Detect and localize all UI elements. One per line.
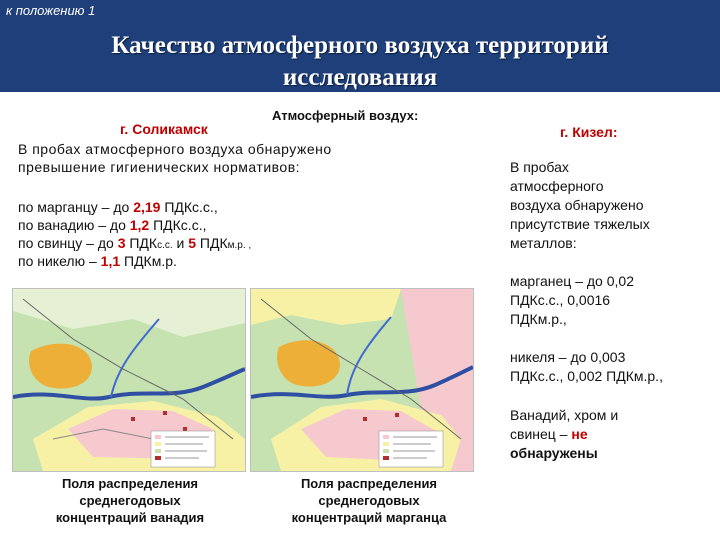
map-marker xyxy=(395,413,399,417)
section-subtitle: Атмосферный воздух: xyxy=(272,108,419,123)
title-line-2: исследования xyxy=(282,64,438,91)
manganese-line: по марганцу – до 2,19 ПДКс.с., xyxy=(18,199,218,215)
vanadium-map xyxy=(12,288,246,472)
kizel-nickel: никеля – до 0,003 ПДКс.с., 0,002 ПДКм.р., xyxy=(510,349,663,384)
solikamsk-intro-line-2: превышение гигиенических нормативов: xyxy=(18,159,301,175)
caption-manganese-map: Поля распределения среднегодовых концентраций марганца xyxy=(291,476,447,525)
page-title xyxy=(40,30,680,94)
city-kizel: г. Кизел: xyxy=(560,124,618,140)
legend-swatch xyxy=(155,456,161,460)
legend-swatch xyxy=(383,442,389,446)
legend-swatch xyxy=(383,456,389,460)
lead-line: по свинцу – до 3 ПДКс.с. и 5 ПДКм.р. , xyxy=(18,235,252,251)
legend-swatch xyxy=(383,449,389,453)
kizel-intro: В пробах атмосферного воздуха обнаружено присутствие тяжелых металлов: xyxy=(510,159,650,251)
header-banner xyxy=(0,0,720,92)
map-marker xyxy=(131,417,135,421)
legend-swatch xyxy=(383,435,389,439)
city-solikamsk: г. Соликамск xyxy=(120,121,208,137)
map-marker xyxy=(363,417,367,421)
header-note: к положению 1 xyxy=(6,3,96,18)
map-marker xyxy=(163,411,167,415)
map-marker xyxy=(183,427,187,431)
legend-swatch xyxy=(155,442,161,446)
kizel-other-metals: Ванадий, хром и свинец – не обнаружены xyxy=(510,407,619,461)
manganese-map xyxy=(250,288,474,472)
nickel-line: по никелю – 1,1 ПДКм.р. xyxy=(18,253,177,269)
legend-swatch xyxy=(155,449,161,453)
title-line-1: Качество атмосферного воздуха территорий xyxy=(111,32,609,59)
caption-vanadium-map: Поля распределения среднегодовых концентраций ванадия xyxy=(55,476,205,525)
legend-swatch xyxy=(155,435,161,439)
solikamsk-intro-line-1: В пробах атмосферного воздуха обнаружено xyxy=(18,141,332,157)
vanadium-line: по ванадию – до 1,2 ПДКс.с., xyxy=(18,217,207,233)
kizel-manganese: марганец – до 0,02 ПДКс.с., 0,0016 ПДКм.р., xyxy=(510,273,634,327)
